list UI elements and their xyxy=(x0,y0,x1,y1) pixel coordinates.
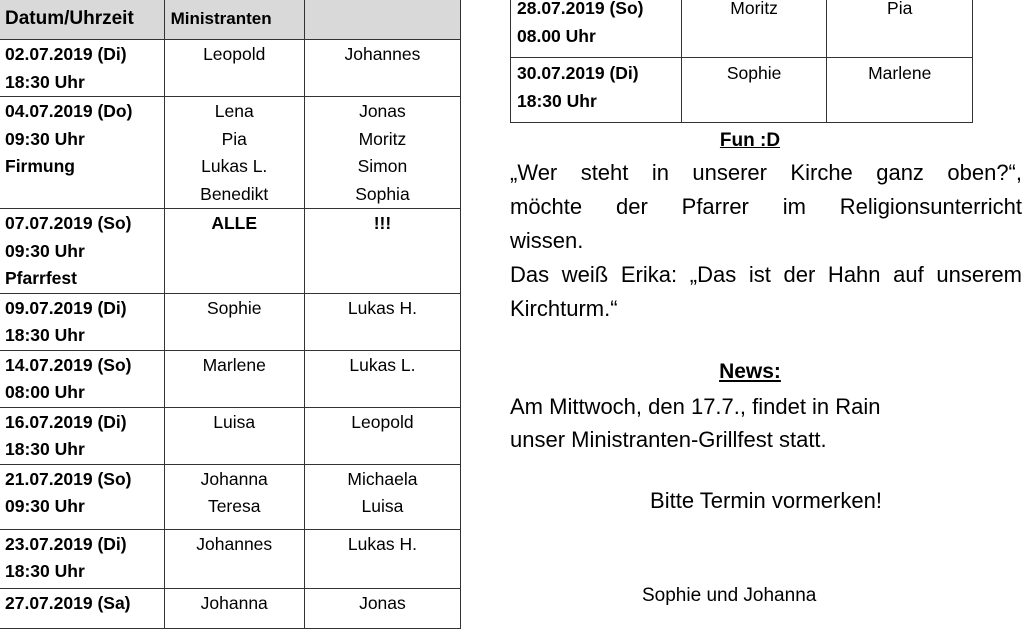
schedule-row xyxy=(0,529,461,588)
schedule-row xyxy=(511,0,973,58)
news-line-1: Am Mittwoch, den 17.7., findet in Rain xyxy=(510,394,881,419)
ministrant-name: Jonas xyxy=(359,101,406,121)
schedule-body xyxy=(0,40,461,629)
cell-date xyxy=(0,464,164,529)
cell-ministrant-2 xyxy=(304,97,460,209)
cell-date xyxy=(0,209,164,294)
date-line: 08:00 Uhr xyxy=(5,382,85,402)
cell-ministrant-2 xyxy=(304,464,460,529)
ministrant-name: Johannes xyxy=(344,44,421,64)
ministrant-name: Lukas L. xyxy=(349,354,416,375)
ministrant-name: Benedikt xyxy=(200,183,269,204)
joke-line-1: „Wer steht in unserer Kirche ganz oben?“, xyxy=(510,160,1022,185)
cell-ministrant-1 xyxy=(164,97,304,209)
date-line: 30.07.2019 (Di) xyxy=(517,63,639,83)
date-line: 18:30 Uhr xyxy=(5,561,85,581)
ministrant-name: Leopold xyxy=(203,44,266,64)
cell-ministrant-1 xyxy=(164,293,304,350)
date-line: 09:30 Uhr xyxy=(5,240,85,261)
joke-line-2: möchte der Pfarrer im Religionsunterricht xyxy=(510,194,1022,219)
schedule-table-continued xyxy=(510,0,973,123)
ministrant-name: Marlene xyxy=(868,63,932,83)
date-line: 27.07.2019 (Sa) xyxy=(5,592,131,613)
cell-ministrant-1 xyxy=(164,407,304,464)
ministrant-name: Sophie xyxy=(206,297,262,318)
ministrant-name: Moritz xyxy=(730,0,778,18)
cell-date xyxy=(511,58,682,123)
ministrant-name: Lukas H. xyxy=(347,533,417,554)
ministrant-name: Sophia xyxy=(355,183,410,204)
ministrant-name: Johanna xyxy=(200,468,268,489)
news-text xyxy=(510,390,1022,456)
cell-date xyxy=(0,97,164,209)
date-line: 09:30 Uhr xyxy=(5,496,85,516)
cell-ministrant-1 xyxy=(164,209,304,294)
signature: Sophie und Johanna xyxy=(642,585,817,606)
date-line: 09.07.2019 (Di) xyxy=(5,297,127,318)
schedule-row xyxy=(0,209,461,294)
schedule-row xyxy=(0,588,461,628)
news-line-2: unser Ministranten-Grillfest statt. xyxy=(510,427,827,452)
date-line: 04.07.2019 (Do) xyxy=(5,101,133,121)
cell-ministrant-1 xyxy=(164,40,304,97)
ministrant-name: Johannes xyxy=(196,533,273,554)
ministrant-name: Lukas H. xyxy=(347,297,417,318)
cell-ministrant-1 xyxy=(164,464,304,529)
cell-ministrant-2 xyxy=(304,293,460,350)
cell-ministrant-2 xyxy=(304,350,460,407)
joke-line-4: Das weiß Erika: „Das ist der Hahn auf unserem xyxy=(510,262,1022,287)
date-line: 16.07.2019 (Di) xyxy=(5,411,127,432)
cell-date xyxy=(0,40,164,97)
ministrant-name: Michaela xyxy=(347,468,418,489)
ministrant-name: Jonas xyxy=(359,592,406,613)
cell-ministrant-1 xyxy=(164,588,304,628)
ministrant-name: Luisa xyxy=(213,411,256,432)
cell-ministrant-2 xyxy=(827,0,973,58)
ministrant-name: Johanna xyxy=(200,592,268,613)
ministrant-name: Moritz xyxy=(358,128,407,149)
joke-text xyxy=(510,156,1022,326)
ministrant-name: Simon xyxy=(357,156,408,176)
ministrant-name: Luisa xyxy=(361,496,404,516)
schedule-header-row xyxy=(0,0,461,40)
header-ministranten: Ministranten xyxy=(164,0,304,40)
header-empty xyxy=(304,0,460,40)
ministrant-name: Pia xyxy=(887,0,913,18)
schedule-row xyxy=(511,58,973,123)
date-line: 23.07.2019 (Di) xyxy=(5,533,127,554)
date-line: 08.00 Uhr xyxy=(517,25,596,46)
schedule-continued-body xyxy=(511,0,973,123)
joke-line-3: wissen. xyxy=(510,228,584,253)
schedule-row xyxy=(0,97,461,209)
news-heading: News: xyxy=(719,360,781,383)
date-line: 21.07.2019 (So) xyxy=(5,468,132,489)
ministrant-name: Sophie xyxy=(726,63,782,83)
cell-date xyxy=(511,0,682,58)
schedule-row xyxy=(0,293,461,350)
date-line: 18:30 Uhr xyxy=(5,439,85,459)
schedule-row xyxy=(0,407,461,464)
schedule-row xyxy=(0,350,461,407)
cell-ministrant-2 xyxy=(304,588,460,628)
date-line: 02.07.2019 (Di) xyxy=(5,44,127,64)
joke-line-5: Kirchturm.“ xyxy=(510,296,618,321)
cell-date xyxy=(0,588,164,628)
schedule-table xyxy=(0,0,461,629)
cell-ministrant-2 xyxy=(304,407,460,464)
cell-ministrant-1 xyxy=(681,0,827,58)
ministrant-name: Lukas L. xyxy=(201,156,268,176)
cell-ministrant-1 xyxy=(681,58,827,123)
schedule-row xyxy=(0,464,461,529)
date-line: 28.07.2019 (So) xyxy=(517,0,644,18)
cell-date xyxy=(0,529,164,588)
news-reminder: Bitte Termin vormerken! xyxy=(650,488,882,513)
cell-date xyxy=(0,407,164,464)
date-line: 18:30 Uhr xyxy=(5,325,85,345)
date-line: 09:30 Uhr xyxy=(5,128,85,149)
cell-ministrant-1 xyxy=(164,350,304,407)
fun-heading: Fun :D xyxy=(719,130,781,151)
ministrant-name: ALLE xyxy=(211,213,258,233)
ministrant-name: Lena xyxy=(214,101,254,121)
cell-ministrant-1 xyxy=(164,529,304,588)
ministrant-name: Pia xyxy=(221,128,247,149)
date-line: Pfarrfest xyxy=(5,268,77,288)
date-line: Firmung xyxy=(5,156,75,176)
date-line: 14.07.2019 (So) xyxy=(5,354,132,375)
ministrant-name: !!! xyxy=(373,213,392,233)
ministrant-name: Marlene xyxy=(202,354,266,375)
cell-ministrant-2 xyxy=(304,529,460,588)
cell-ministrant-2 xyxy=(827,58,973,123)
cell-ministrant-2 xyxy=(304,209,460,294)
date-line: 07.07.2019 (So) xyxy=(5,213,132,233)
cell-date xyxy=(0,350,164,407)
cell-date xyxy=(0,293,164,350)
date-line: 18:30 Uhr xyxy=(517,90,597,111)
schedule-row xyxy=(0,40,461,97)
ministrant-name: Leopold xyxy=(351,411,414,432)
date-line: 18:30 Uhr xyxy=(5,71,85,92)
ministrant-name: Teresa xyxy=(207,496,261,516)
header-date: Datum/Uhrzeit xyxy=(0,0,164,40)
cell-ministrant-2 xyxy=(304,40,460,97)
